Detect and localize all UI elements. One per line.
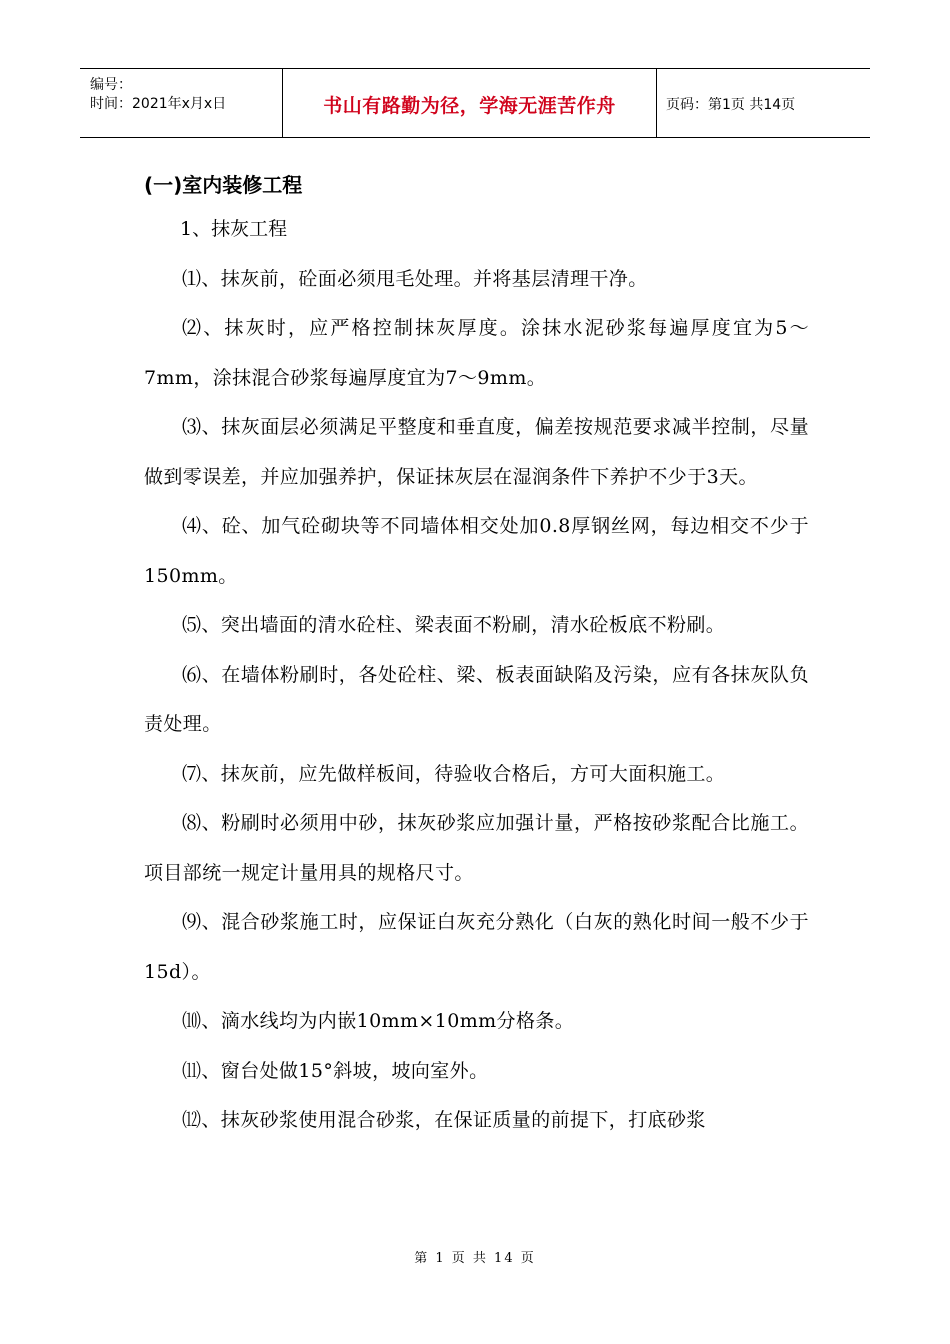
section-title: (一)室内装修工程: [144, 173, 303, 197]
paragraph: ⑼、混合砂浆施工时，应保证白灰充分熟化（白灰的熟化时间一般不少于15d）。: [144, 911, 809, 983]
paragraph: ⑶、抹灰面层必须满足平整度和垂直度，偏差按规范要求减半控制，尽量做到零误差，并应加强养护，保证抹灰层在湿润条件下养护不少于3天。: [144, 416, 809, 488]
header-motto: 书山有路勤为径，学海无涯苦作舟: [323, 95, 616, 117]
header-meta-cell: [80, 69, 283, 137]
document-body: [144, 165, 809, 1146]
paragraph: ⑵、抹灰时，应严格控制抹灰厚度。涂抹水泥砂浆每遍厚度宜为5～7mm，涂抹混合砂浆每遍厚度宜为7～9mm。: [144, 317, 809, 389]
paragraph: ⑷、砼、加气砼砌块等不同墙体相交处加0.8厚钢丝网，每边相交不少于150mm。: [144, 515, 809, 587]
page-footer: 第 1 页 共 14 页: [414, 1251, 536, 1266]
header-page-cell: [657, 69, 870, 137]
paragraph: ⑽、滴水线均为内嵌10mm×10mm分格条。: [182, 1010, 575, 1032]
page-header: [80, 68, 870, 138]
subsection-title: 1、抹灰工程: [180, 218, 288, 240]
document-number-label: 编号：: [90, 77, 132, 93]
paragraph: ⑴、抹灰前，砼面必须甩毛处理。并将基层清理干净。: [182, 267, 648, 290]
paragraph: ⑾、窗台处做15°斜坡，坡向室外。: [182, 1059, 489, 1082]
paragraph: ⑸、突出墙面的清水砼柱、梁表面不粉刷，清水砼板底不粉刷。: [182, 614, 726, 636]
header-motto-cell: [283, 69, 657, 137]
document-date-label: 时间：2021年x月x日: [90, 96, 227, 112]
paragraph: ⑿、抹灰砂浆使用混合砂浆，在保证质量的前提下，打底砂浆: [182, 1109, 706, 1131]
paragraph: ⑻、粉刷时必须用中砂，抹灰砂浆应加强计量，严格按砂浆配合比施工。项目部统一规定计量用具的规格尺寸。: [144, 812, 809, 884]
paragraph: ⑹、在墙体粉刷时，各处砼柱、梁、板表面缺陷及污染，应有各抹灰队负责处理。: [144, 663, 809, 735]
paragraph: ⑺、抹灰前，应先做样板间，待验收合格后，方可大面积施工。: [182, 762, 726, 785]
header-page-info: 页码：第1页 共14页: [666, 97, 796, 113]
